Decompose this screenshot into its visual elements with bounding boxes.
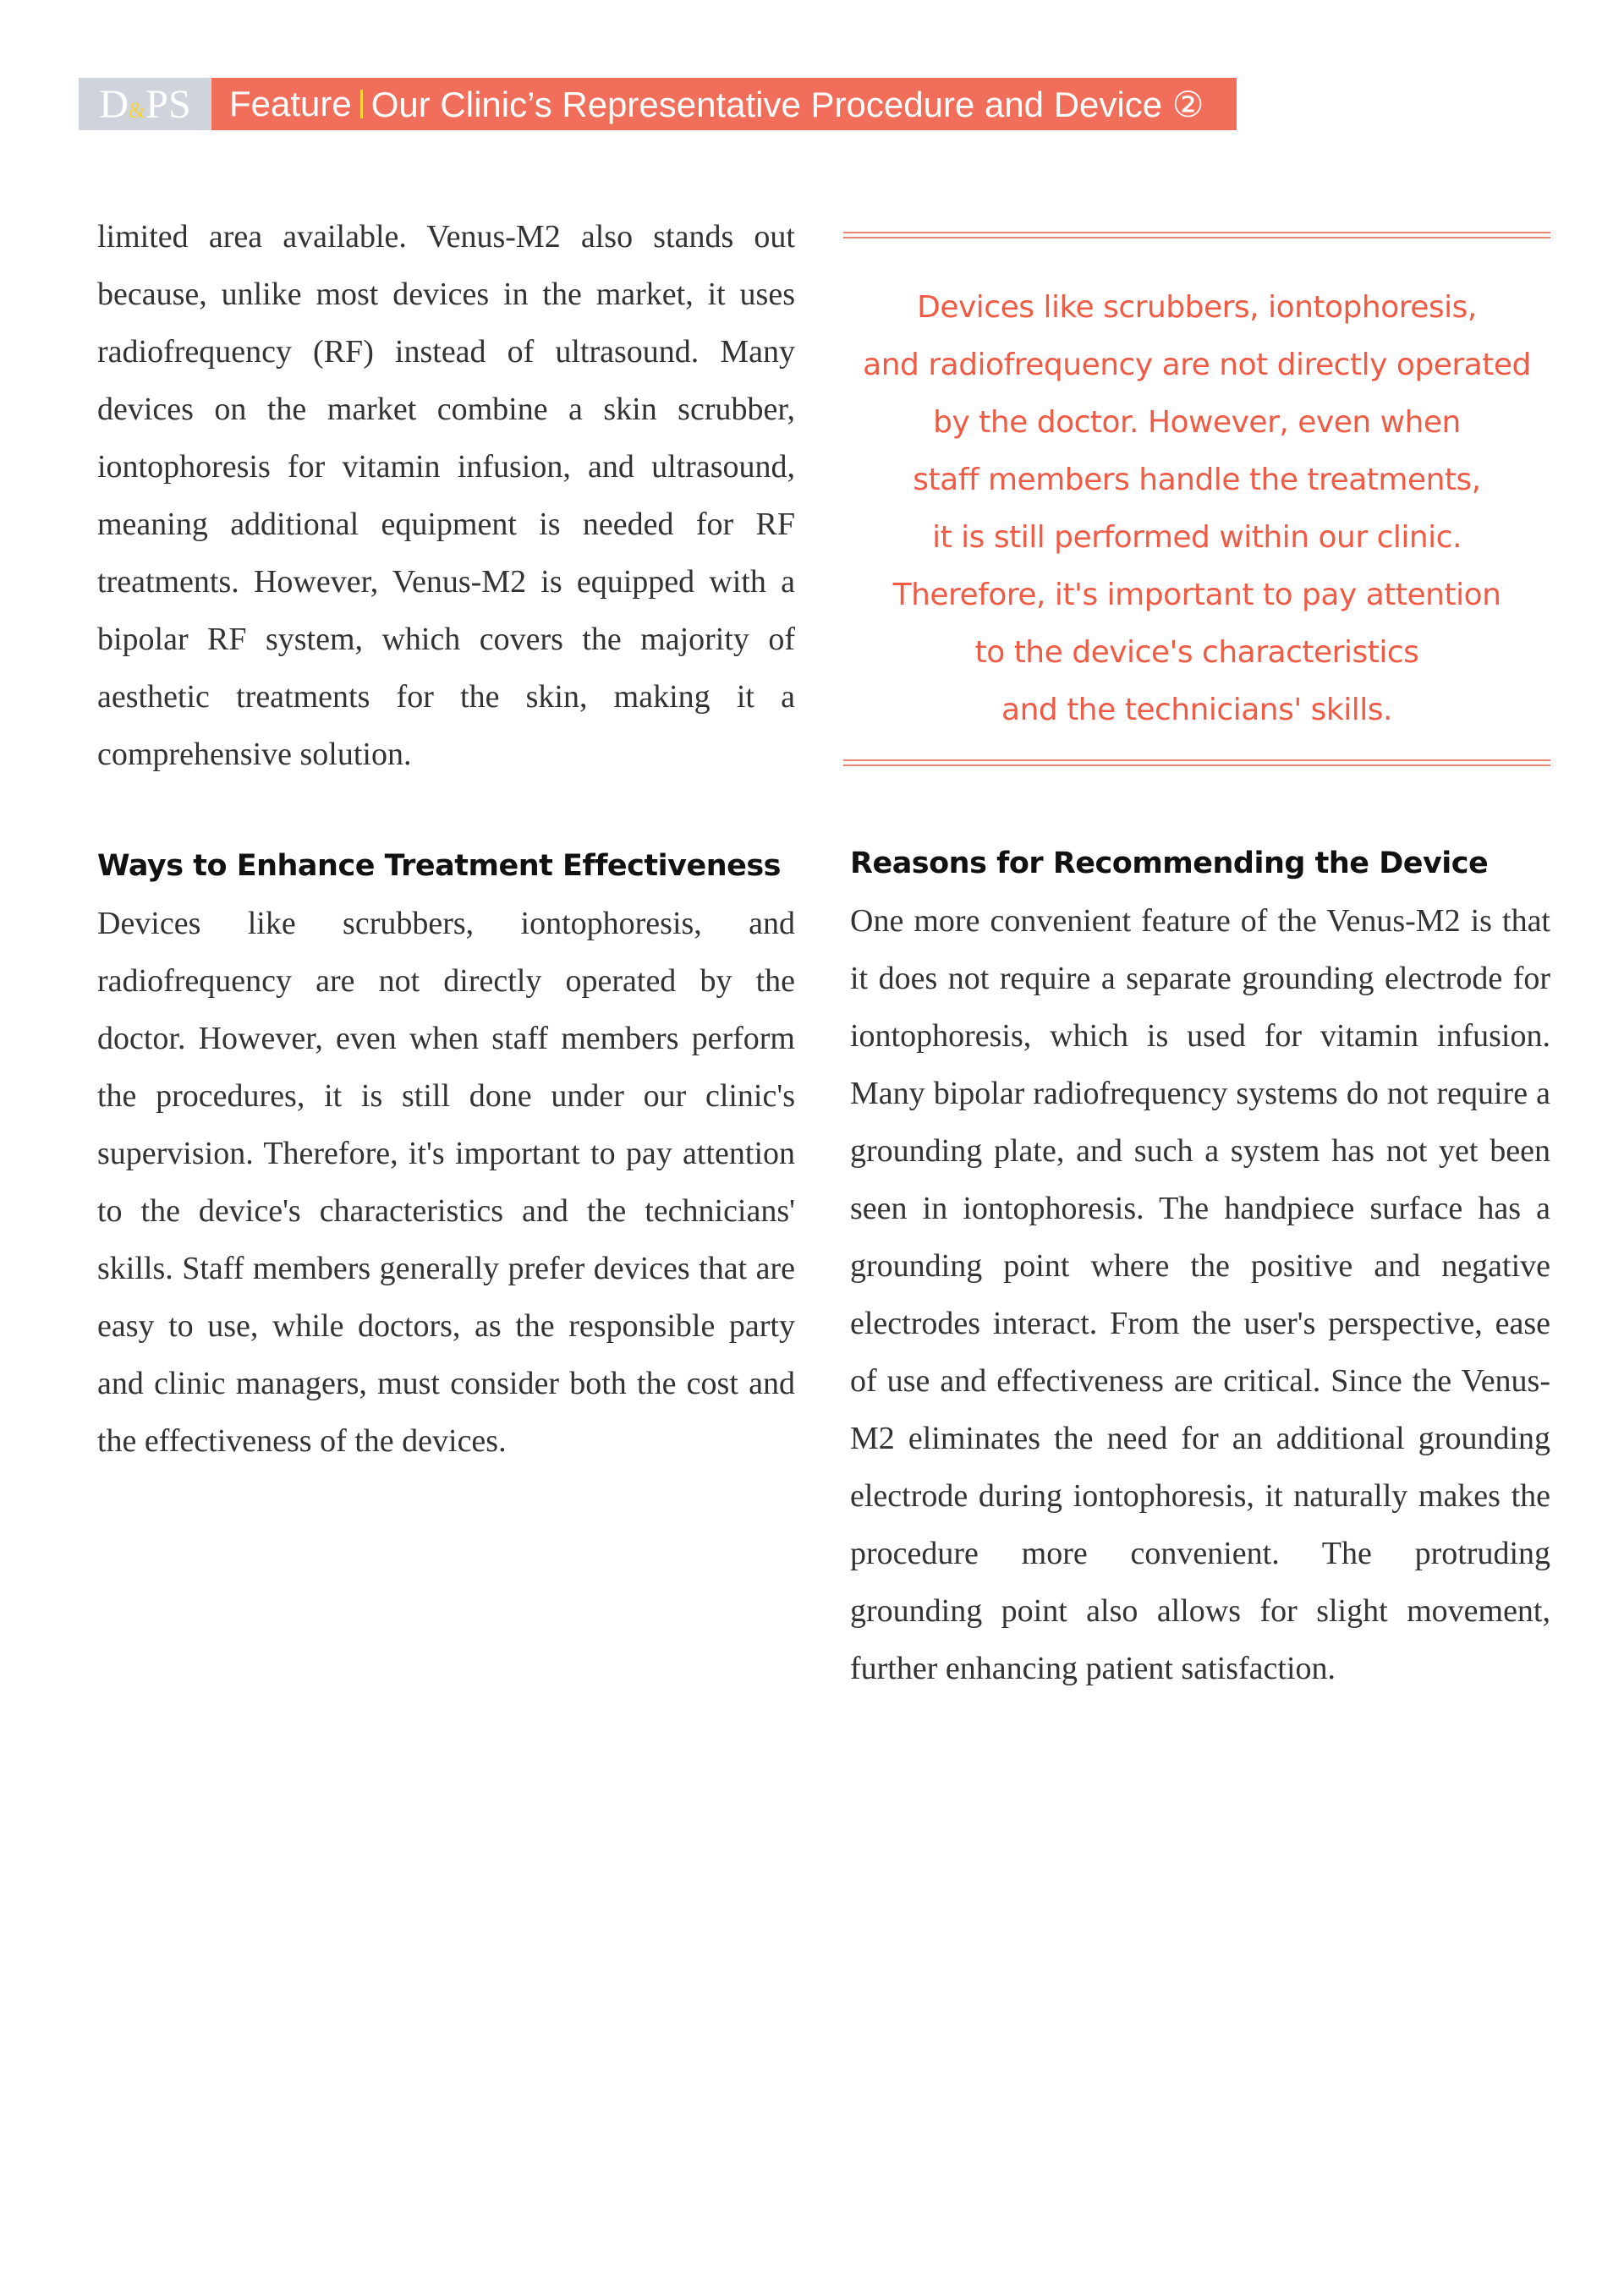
right-section	[850, 835, 1550, 1697]
dps-logo	[79, 78, 211, 130]
left-intro-paragraph: limited area available. Venus-M2 also stands out because, unlike most devices in the market, it uses radiofrequency (RF) instead of ultrasound. Many devices on the market combine a skin scrubber, iontophoresis for vitamin infusion, and ultrasound, meaning additional equipment is needed for RF treatments. However, Venus-M2 is equipped with a bipolar RF system, which covers the majority of aesthetic treatments for the skin, making it a comprehensive solution.	[97, 219, 795, 772]
left-section	[97, 837, 795, 1470]
logo-d: D	[99, 81, 129, 127]
left-intro-column	[97, 208, 795, 783]
pull-quote-top-rule	[843, 232, 1550, 238]
pull-quote-line: it is still performed within our clinic.	[932, 520, 1462, 555]
header-title-bar	[211, 78, 1237, 130]
recommend-paragraph: One more convenient feature of the Venus-M2 is that it does not require a separate grounding electrode for iontophoresis, which is used for vitamin infusion. Many bipolar radiofrequency systems do not require a grounding plate, and such a system has not yet been seen in iontophoresis. The handpiece surface has a grounding point where the positive and negative electrodes interact. From the user's perspective, ease of use and effectiveness are critical. Since the Venus-M2 eliminates the need for an additional grounding electrode during iontophoresis, it naturally makes the procedure more convenient. The protruding grounding point also allows for slight movement, further enhancing patient satisfaction.	[850, 903, 1550, 1686]
pull-quote-bottom-rule	[843, 759, 1550, 766]
pull-quote-line: Therefore, it's important to pay attention	[892, 578, 1501, 612]
logo-ps: PS	[145, 81, 191, 127]
title-separator	[360, 90, 363, 118]
page-title: Our Clinic’s Representative Procedure and Device ②	[370, 84, 1204, 124]
pull-quote-line: staff members handle the treatments,	[913, 463, 1481, 497]
section-heading-recommend: Reasons for Recommending the Device	[850, 847, 1489, 880]
logo-ampersand: &	[129, 98, 146, 123]
enhance-paragraph: Devices like scrubbers, iontophoresis, and radiofrequency are not directly operated by the doctor. However, even when staff members perform the procedures, it is still done under our clinic's supervision. Therefore, it's important to pay attention to the device's characteristics and the technicians' skills. Staff members generally prefer devices that are easy to use, while doctors, as the responsible party and clinic managers, must consider both the cost and the effectiveness of the devices.	[97, 906, 795, 1459]
pull-quote-line: Devices like scrubbers, iontophoresis,	[917, 290, 1477, 325]
pull-quote-text	[843, 279, 1550, 739]
page-header	[79, 78, 1237, 130]
pull-quote	[843, 232, 1550, 770]
pull-quote-line: to the device's characteristics	[974, 635, 1419, 670]
pull-quote-line: and radiofrequency are not directly operated	[863, 348, 1531, 382]
pull-quote-line: by the doctor. However, even when	[933, 405, 1461, 440]
section-label: Feature	[229, 84, 352, 123]
pull-quote-line: and the technicians' skills.	[1001, 693, 1392, 727]
section-heading-enhance: Ways to Enhance Treatment Effectiveness	[97, 849, 782, 883]
